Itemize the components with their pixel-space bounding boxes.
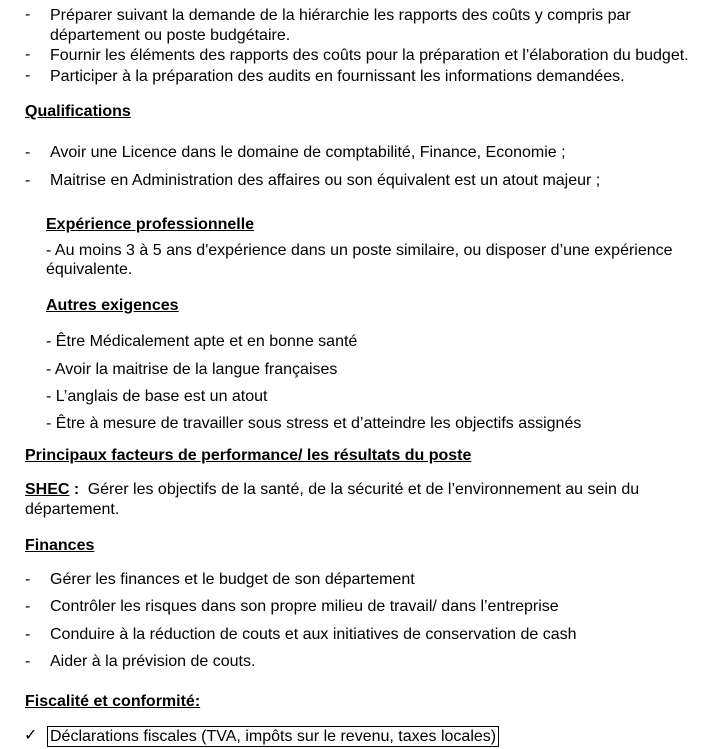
checkmark-icon: ✓ xyxy=(24,727,38,744)
dash-bullet: - xyxy=(25,6,31,23)
dash-bullet: - xyxy=(25,626,31,643)
shec-paragraph xyxy=(25,480,639,499)
dash-bullet: - xyxy=(25,653,31,670)
other-requirement-2: - Avoir la maitrise de la langue françaises xyxy=(46,361,338,378)
qualification-item-1: Avoir une Licence dans le domaine de comptabilité, Finance, Economie ; xyxy=(50,144,566,161)
dash-bullet: - xyxy=(25,571,31,588)
finances-item-3: Conduire à la réduction de couts et aux initiatives de conservation de cash xyxy=(50,626,577,643)
other-requirement-4: - Être à mesure de travailler sous stress et d’atteindre les objectifs assignés xyxy=(46,415,582,432)
shec-label: SHEC xyxy=(25,481,70,498)
finances-item-4: Aider à la prévision de couts. xyxy=(50,653,256,670)
dash-bullet: - xyxy=(25,172,31,189)
qualification-item-2: Maitrise en Administration des affaires ou son équivalent est un atout majeur ; xyxy=(50,172,601,189)
intro-item-3: Participer à la préparation des audits en fournissant les informations demandées. xyxy=(50,68,625,85)
experience-line-1: - Au moins 3 à 5 ans d'expérience dans un poste similaire, ou disposer d’une expérience xyxy=(46,242,673,259)
other-requirement-1: - Être Médicalement apte et en bonne santé xyxy=(46,333,358,350)
finances-heading: Finances xyxy=(25,537,95,554)
qualifications-heading: Qualifications xyxy=(25,103,131,120)
finances-item-2: Contrôler les risques dans son propre milieu de travail/ dans l’entreprise xyxy=(50,598,559,615)
other-requirement-3: - L’anglais de base est un atout xyxy=(46,388,268,405)
other-requirements-heading: Autres exigences xyxy=(46,297,179,314)
dash-bullet: - xyxy=(25,67,31,84)
fiscal-heading: Fiscalité et conformité: xyxy=(25,693,201,710)
shec-colon: : xyxy=(69,481,80,498)
experience-heading: Expérience professionnelle xyxy=(46,216,255,233)
finances-item-1: Gérer les finances et le budget de son département xyxy=(50,571,415,588)
dash-bullet: - xyxy=(25,598,31,615)
intro-item-1-line-1: Préparer suivant la demande de la hiérarchie les rapports des coûts y compris par xyxy=(50,7,631,24)
intro-item-2: Fournir les éléments des rapports des coûts pour la préparation et l’élaboration du budget. xyxy=(50,47,689,64)
performance-heading: Principaux facteurs de performance/ les résultats du poste xyxy=(25,447,472,464)
intro-item-1-line-2: département ou poste budgétaire. xyxy=(50,27,291,44)
experience-line-2: équivalente. xyxy=(46,261,133,278)
shec-line-1: Gérer les objectifs de la santé, de la sécurité et de l’environnement au sein du xyxy=(87,481,640,498)
dash-bullet: - xyxy=(25,46,31,63)
fiscal-item-1: Déclarations fiscales (TVA, impôts sur le revenu, taxes locales) xyxy=(47,726,499,747)
shec-line-2: département. xyxy=(25,501,120,518)
dash-bullet: - xyxy=(25,144,31,161)
